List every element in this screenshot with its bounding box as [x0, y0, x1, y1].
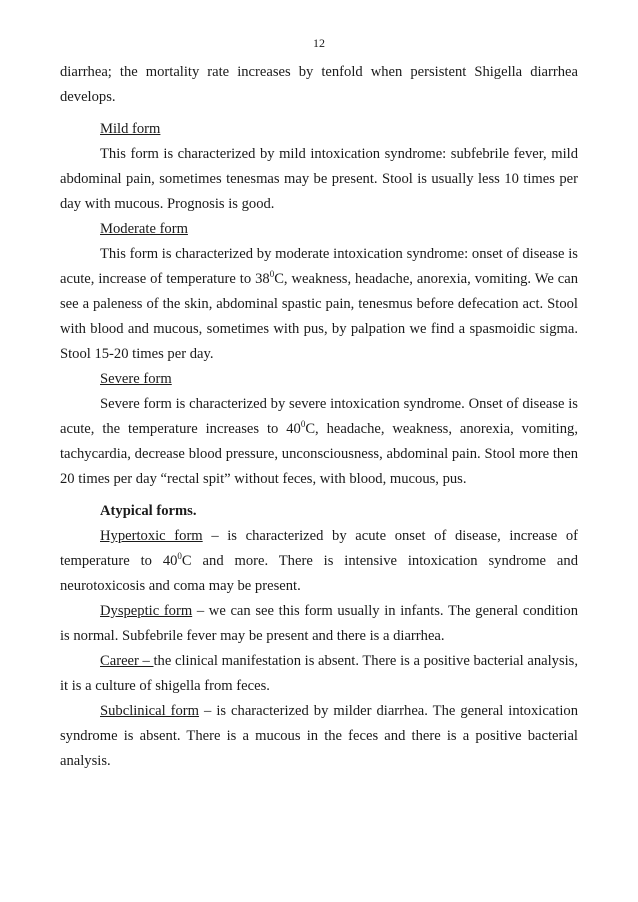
career-form-term: Career –	[100, 653, 154, 669]
hypertoxic-text-part-1: – is characterized by acute onset of disease, increase of temperature to 40	[60, 528, 578, 569]
subclinical-form-term: Subclinical form	[100, 703, 200, 719]
mild-form-paragraph: This form is characterized by mild intoxication syndrome: subfebrile fever, mild abdominal pain, sometimes tenesmas may be present. Stool is usually less 10 times per day with mucous. Prognosis is good.	[60, 146, 578, 212]
severe-form-paragraph	[60, 392, 578, 492]
degree-superscript: 0	[269, 269, 275, 280]
subclinical-text: – is characterized by milder diarrhea. The general intoxication syndrome is absent. There is a mucous in the feces and there is a positive bacterial analysis.	[60, 703, 578, 769]
moderate-text-part-2: C, weakness, headache, anorexia, vomiting. We can see a paleness of the skin, abdominal spastic pain, tenesmus before defecation act. Stool with blood and mucous, sometimes with pus, by palpation we find a spasmoidic sigma. Stool 15-20 times per day.	[60, 271, 578, 362]
hypertoxic-text-part-2: C and more. There is intensive intoxication syndrome and neurotoxicosis and coma may be present.	[60, 553, 578, 594]
moderate-form-heading: Moderate form	[100, 221, 188, 237]
career-form-paragraph	[60, 649, 578, 699]
dyspeptic-form-term: Dyspeptic form	[100, 603, 193, 619]
hypertoxic-form-paragraph	[60, 524, 578, 599]
dyspeptic-form-paragraph	[60, 599, 578, 649]
mild-form-heading: Mild form	[100, 121, 161, 137]
severe-text-part-1: Severe form is characterized by severe intoxication syndrome. Onset of disease is acute, the temperature increases to 40	[60, 396, 578, 437]
degree-superscript: 0	[177, 551, 182, 562]
document-body	[60, 60, 578, 774]
hypertoxic-form-term: Hypertoxic form	[100, 528, 203, 544]
intro-paragraph: diarrhea; the mortality rate increases by tenfold when persistent Shigella diarrhea develops.	[60, 64, 578, 105]
career-text: the clinical manifestation is absent. There is a positive bacterial analysis, it is a culture of shigella from feces.	[60, 653, 579, 694]
atypical-forms-heading: Atypical forms.	[100, 503, 197, 519]
moderate-text-part-1: This form is characterized by moderate intoxication syndrome: onset of disease is acute, increase of temperature to 38	[60, 246, 578, 287]
page-number: 12	[313, 36, 325, 50]
degree-superscript: 0	[300, 419, 306, 430]
moderate-form-paragraph	[60, 242, 578, 367]
subclinical-form-paragraph	[60, 699, 578, 774]
severe-text-part-2: C, headache, weakness, anorexia, vomiting, tachycardia, decrease blood pressure, unconsciousness, abdominal pain. Stool more then 20 times per day “rectal spit” without feces, with blood, mucous, pus.	[60, 421, 578, 487]
dyspeptic-text: – we can see this form usually in infants. The general condition is normal. Subfebrile fever may be present and there is a diarrhea.	[60, 603, 578, 644]
severe-form-heading: Severe form	[100, 371, 172, 387]
